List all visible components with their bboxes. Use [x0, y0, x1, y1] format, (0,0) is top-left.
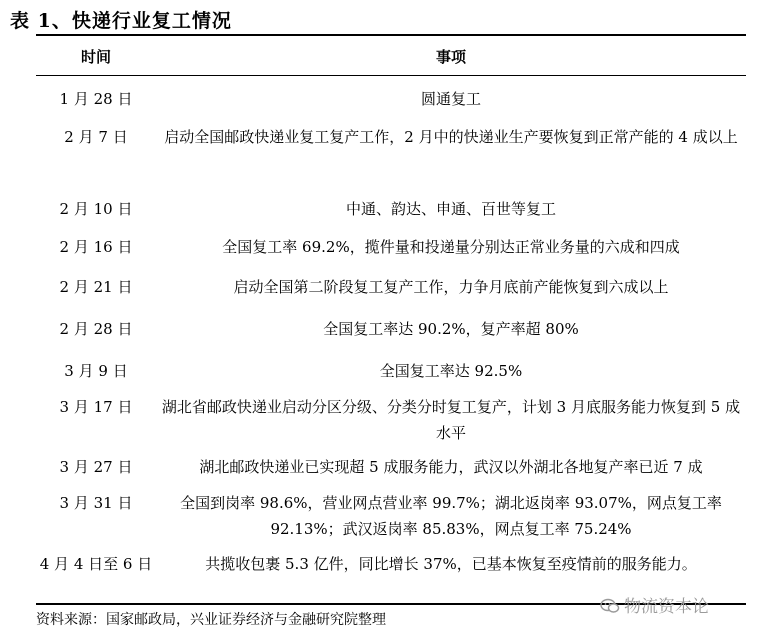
table-top-rule	[36, 34, 746, 36]
row-date: 2 月 10 日	[59, 200, 133, 218]
row-event: 中通、韵达、申通、百世等复工	[345, 200, 556, 218]
row-date: 2 月 16 日	[59, 238, 133, 256]
row-date: 4 月 4 日至 6 日	[39, 555, 153, 573]
chat-bubble-icon	[600, 598, 620, 614]
row-event: 启动全国邮政快递业复工复产工作，2 月中的快递业生产要恢复到正常产能的 4 成以上	[164, 128, 738, 146]
header-date: 时间	[80, 48, 111, 66]
row-event: 全国复工率 69.2%，揽件量和投递量分别达正常业务量的六成和四成	[222, 238, 680, 256]
row-date: 3 月 27 日	[59, 458, 133, 476]
row-event: 全国到岗率 98.6%，营业网点营业率 99.7%；湖北返岗率 93.07%，网点复工率 92.13%；武汉返岗率 85.83%，网点复工率 75.24%	[180, 494, 722, 538]
row-event: 共揽收包裹 5.3 亿件，同比增长 37%，已基本恢复至疫情前的服务能力。	[205, 555, 697, 573]
row-event: 全国复工率达 90.2%，复产率超 80%	[323, 320, 579, 338]
row-date: 3 月 9 日	[64, 362, 128, 380]
row-event: 湖北省邮政快递业启动分区分级、分类分时复工复产，计划 3 月底服务能力恢复到 5 成水平	[161, 398, 741, 442]
row-event: 圆通复工	[420, 90, 481, 108]
row-date: 3 月 17 日	[59, 398, 133, 416]
watermark-text: 物流资本论	[624, 597, 709, 617]
row-event: 启动全国第二阶段复工复产工作，力争月底前产能恢复到六成以上	[233, 278, 669, 296]
row-date: 2 月 28 日	[59, 320, 133, 338]
row-event: 湖北邮政快递业已实现超 5 成服务能力，武汉以外湖北各地复产率已近 7 成	[199, 458, 703, 476]
row-date: 2 月 7 日	[64, 128, 128, 146]
source-note: 资料来源：国家邮政局，兴业证券经济与金融研究院整理	[36, 612, 386, 628]
watermark	[600, 592, 709, 617]
row-date: 3 月 31 日	[59, 494, 133, 512]
row-event: 全国复工率达 92.5%	[379, 362, 523, 380]
row-date: 2 月 21 日	[59, 278, 133, 296]
header-event: 事项	[435, 48, 466, 66]
header-rule	[36, 75, 746, 76]
row-date: 1 月 28 日	[59, 90, 133, 108]
table-title: 表 1、快递行业复工情况	[10, 10, 232, 32]
